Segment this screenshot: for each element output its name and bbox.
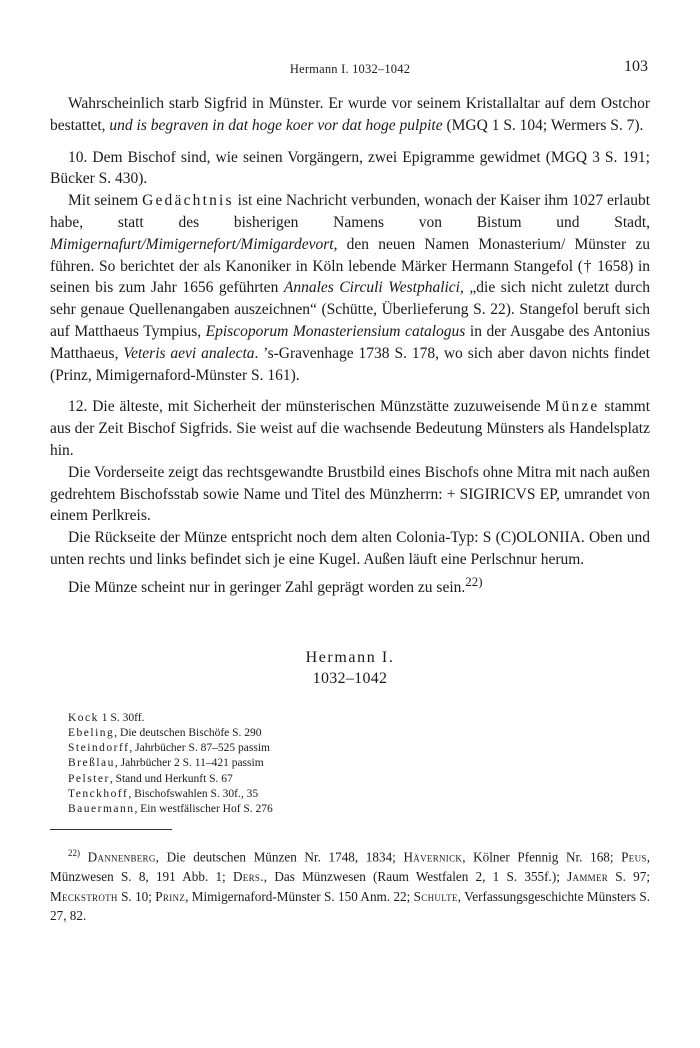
bibliography-entry: Tenckhoff, Bischofswahlen S. 30f., 35	[68, 787, 259, 800]
text-run: Gedächtnis	[142, 192, 234, 210]
footnote-marker: 22)	[68, 848, 80, 859]
paragraph-obverse	[50, 462, 650, 527]
text-run: . ’s-Gravenhage 1738 S. 178, wo sich aber davon nichts findet (Prinz, Mimigernaford-Münster S. 161).	[50, 344, 650, 384]
text-run: ist eine Nachricht verbunden, wonach der Kaiser ihm 1027 erlaubt habe, statt des bisherigen Namens von Bistum und Stadt,	[50, 192, 651, 231]
paragraph-reverse	[50, 527, 650, 571]
text-run: S. 97;	[608, 869, 650, 885]
text-run: Die Rückseite der Münze entspricht noch dem alten Colonia-Typ: S (C)OLONIIA. Oben und unten rechts und links befindet sich je eine Kugel. Außen läuft eine Perlschnur herum.	[50, 529, 650, 568]
text-run: , den neuen Namen Monasterium/ Münster zu führen. So berichtet der als Kanoniker in Köln lebende Märker Hermann Stangefol († 1658) in seinen bis zum Jahr 1656 geführten	[50, 235, 650, 297]
text-run: , Münzwesen S. 8, 191 Abb. 1;	[50, 849, 651, 885]
running-title: Hermann I. 1032–1042	[289, 62, 411, 76]
paragraph-coin	[50, 396, 650, 461]
text-run: Episcoporum Monasteriensium catalogus	[205, 322, 466, 340]
bibliography-entry: Ebeling, Die deutschen Bischöfe S. 290	[68, 726, 262, 739]
text-run: und is begraven in dat hoge koer vor dat hoge pulpite	[109, 116, 443, 134]
footnote-marker: 22)	[465, 573, 483, 589]
text-run: Annales Circuli Westphalici	[283, 279, 460, 297]
text-run: Jammer	[567, 869, 609, 885]
text-run: Mit seinem	[68, 192, 143, 210]
text-run: Schulte	[413, 888, 458, 904]
text-run: Wahrscheinlich starb Sigfrid in Münster. Er wurde vor seinem Kristallaltar auf dem Ostchor bestattet,	[50, 95, 650, 134]
text-run: S. 10;	[117, 888, 156, 904]
footnote-divider	[50, 829, 172, 830]
text-run: Dannenberg	[87, 849, 156, 865]
text-run: , Verfassungsgeschichte Münsters S. 27, 82.	[50, 888, 650, 924]
bibliography-entry: Kock 1 S. 30ff.	[68, 711, 145, 724]
page-number: 103	[624, 58, 648, 75]
bibliography-entry: Pelster, Stand und Herkunft S. 67	[68, 772, 233, 785]
section-title: Hermann I.	[305, 648, 395, 666]
text-run: Mimigernafurt/Mimigernefort/Mimigardevort	[50, 235, 334, 253]
text-run: in der Ausgabe des Antonius Matthaeus,	[50, 322, 650, 362]
text-run: Die Vorderseite zeigt das rechtsgewandte Brustbild eines Bischofs ohne Mitra mit nach außen gedrehtem Bischofsstab sowie Name und Titel des Münzherrn: + SIGIRICVS EP, umrandet von einem Perlkreis.	[50, 463, 650, 525]
bibliography-entry: Breßlau, Jahrbücher 2 S. 11–421 passim	[68, 757, 264, 770]
text-run: Münze	[545, 398, 600, 416]
text-run: , Die deutschen Münzen Nr. 1748, 1834;	[155, 849, 404, 865]
footnote-22	[50, 844, 650, 926]
text-run: Meckstroth	[50, 888, 118, 904]
bibliography-entry: Steindorff, Jahrbücher S. 87–525 passim	[68, 742, 270, 755]
bibliography-entry: Bauermann, Ein westfälischer Hof S. 276	[68, 802, 273, 815]
text-run: (MGQ 1 S. 104; Wermers S. 7).	[442, 116, 644, 134]
text-run	[80, 850, 88, 865]
text-run: 10. Dem Bischof sind, wie seinen Vorgängern, zwei Epigramme gewidmet (MGQ 3 S. 191; Bücker S. 430).	[50, 148, 650, 188]
bibliography-list	[68, 711, 650, 817]
text-run: Prinz	[155, 888, 186, 904]
paragraph-epigrams	[50, 147, 650, 191]
text-run: Ders.	[232, 869, 264, 885]
body-text	[50, 93, 650, 599]
paragraph-mintage	[50, 571, 650, 599]
text-run: 12. Die älteste, mit Sicherheit der münsterischen Münzstätte zuzuweisende	[68, 398, 546, 416]
text-run: Die Münze scheint nur in geringer Zahl geprägt worden zu sein.	[68, 578, 466, 596]
section-years: 1032–1042	[312, 669, 388, 687]
text-run: stammt aus der Zeit Bischof Sigfrids. Sie weist auf die wachsende Bedeutung Münsters als Handelsplatz hin.	[50, 398, 650, 459]
paragraph-burial	[50, 93, 650, 137]
page	[50, 58, 650, 926]
page-header	[50, 58, 650, 80]
text-run: Hävernick	[403, 849, 463, 865]
text-run: , Das Münzwesen (Raum Westfalen 2, 1 S. 355f.);	[263, 869, 568, 885]
text-run: , Kölner Pfennig Nr. 168;	[462, 849, 622, 865]
paragraph-memory	[50, 190, 650, 386]
text-run: , „die sich nicht zuletzt durch sehr genaue Quellenangaben auszeichnen“ (Schütte, Überlieferung S. 22). Stangefol beruft sich auf Matthaeus Tympius,	[50, 279, 650, 340]
text-run: , Mimigernaford-Münster S. 150 Anm. 22;	[185, 888, 414, 904]
text-run: Peus	[621, 849, 647, 865]
text-run: Veteris aevi analecta	[123, 344, 255, 362]
